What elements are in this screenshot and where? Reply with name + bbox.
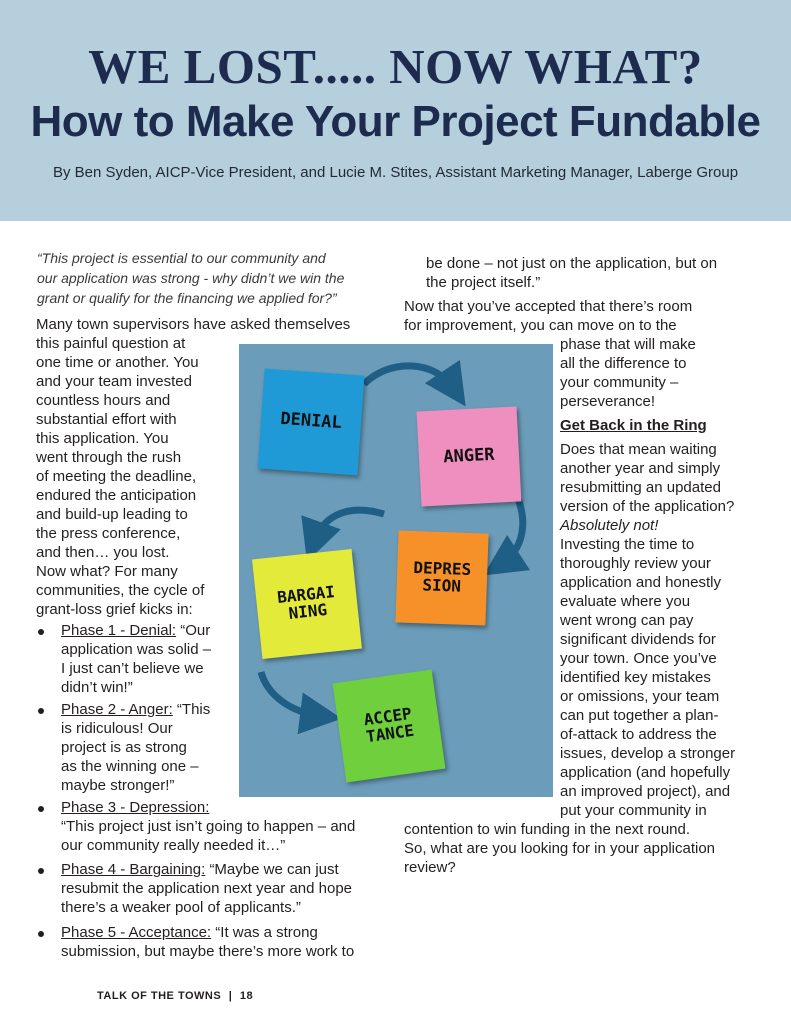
sticky-note-bargaining: BARGAI NING xyxy=(252,549,362,659)
phase-line: “This project just isn’t going to happen – and xyxy=(61,818,356,835)
text-line: evaluate where you xyxy=(560,593,691,610)
text-line: another year and simply xyxy=(560,460,721,477)
text-line: thoroughly review your xyxy=(560,555,711,572)
bullet-dot xyxy=(38,708,44,714)
quote-line: grant or qualify for the financing we applied for?” xyxy=(37,290,337,306)
text-line: put your community in xyxy=(560,802,707,819)
footer-separator: | xyxy=(228,990,233,1002)
bullet-dot xyxy=(38,931,44,937)
phase-line xyxy=(61,621,210,641)
phase-text: “This xyxy=(176,701,211,718)
byline: By Ben Syden, AICP-Vice President, and Lucie M. Stites, Assistant Marketing Manager, Laberge Group xyxy=(52,164,739,181)
phase-line: application was solid – xyxy=(61,641,212,658)
text-line: and your team invested xyxy=(36,373,192,390)
article-subtitle: How to Make Your Project Fundable xyxy=(30,97,761,146)
phase-line: resubmit the application next year and hope xyxy=(61,880,353,897)
phase-text: “It was a strong xyxy=(215,924,318,941)
text-line: all the difference to xyxy=(560,355,687,372)
phase-line xyxy=(61,700,210,720)
arrow-icon xyxy=(314,510,384,542)
text-line: went wrong can pay xyxy=(560,612,694,629)
sticky-note-denial: DENIAL xyxy=(258,369,365,476)
text-line: went through the rush xyxy=(36,449,182,466)
phase-label: Phase 4 - Bargaining: xyxy=(61,861,206,878)
phase-line: submission, but maybe there’s more work to xyxy=(61,943,355,960)
text-line: Now what? For many xyxy=(36,563,178,580)
text-line: phase that will make xyxy=(560,336,696,353)
sticky-note-anger: ANGER xyxy=(417,406,522,506)
quote-line: “This project is essential to our community and xyxy=(37,250,326,266)
text-line: your community – xyxy=(560,374,679,391)
phase-line: didn’t win!” xyxy=(61,679,133,696)
text-line: be done – not just on the application, but on xyxy=(426,255,718,272)
text-line: significant dividends for xyxy=(560,631,716,648)
article-title: WE LOST..... NOW WHAT? xyxy=(88,39,703,94)
text-line: So, what are you looking for in your application xyxy=(404,840,716,857)
text-line: Does that mean waiting xyxy=(560,441,717,458)
phase-line: is ridiculous! Our xyxy=(61,720,173,737)
text-line: Investing the time to xyxy=(560,536,695,553)
phase-text: “Maybe we can just xyxy=(209,861,339,878)
bullet-dot xyxy=(38,868,44,874)
text-line: Now that you’ve accepted that there’s room xyxy=(404,298,693,315)
phase-line xyxy=(61,860,339,880)
text-line: resubmitting an updated xyxy=(560,479,721,496)
phase-text: “Our xyxy=(180,622,211,639)
phase-line: as the winning one – xyxy=(61,758,199,775)
text-line: of-attack to address the xyxy=(560,726,717,743)
phase-label: Phase 5 - Acceptance: xyxy=(61,924,212,941)
emphasis-text: Absolutely not! xyxy=(560,517,659,534)
publication-name: TALK OF THE TOWNS xyxy=(97,990,222,1002)
phase-line: I just can’t believe we xyxy=(61,660,204,677)
phase-line: maybe stronger!” xyxy=(61,777,175,794)
text-line: the press conference, xyxy=(36,525,181,542)
quote-line: our application was strong - why didn’t we win the xyxy=(37,270,345,286)
text-line: identified key mistakes xyxy=(560,669,711,686)
text-line: your town. Once you’ve xyxy=(560,650,717,667)
sticky-note-acceptance: ACCEP TANCE xyxy=(333,670,446,783)
text-line: an improved project), and xyxy=(560,783,731,800)
text-line: review? xyxy=(404,859,456,876)
bullet-dot xyxy=(38,629,44,635)
phase-label: Phase 1 - Denial: xyxy=(61,622,177,639)
phase-label: Phase 2 - Anger: xyxy=(61,701,173,718)
text-line: issues, develop a stronger xyxy=(560,745,736,762)
phase-line: project is as strong xyxy=(61,739,187,756)
text-line: and then… you lost. xyxy=(36,544,170,561)
text-line: substantial effort with xyxy=(36,411,177,428)
phase-line xyxy=(61,798,209,818)
arrow-icon xyxy=(261,672,321,716)
text-line: application (and hopefully xyxy=(560,764,731,781)
text-line: of meeting the deadline, xyxy=(36,468,197,485)
page-footer xyxy=(97,990,253,1002)
text-line: this painful question at xyxy=(36,335,186,352)
text-line: or omissions, your team xyxy=(560,688,720,705)
text-line: perseverance! xyxy=(560,393,656,410)
text-line: application and honestly xyxy=(560,574,721,591)
sticky-note-depression: DEPRES SION xyxy=(395,530,488,625)
text-line: one time or another. You xyxy=(36,354,199,371)
phase-line xyxy=(61,923,318,943)
text-line: the project itself.” xyxy=(426,274,541,291)
text-line: grant-loss grief kicks in: xyxy=(36,601,193,618)
text-line: communities, the cycle of xyxy=(36,582,205,599)
text-line: for improvement, you can move on to the xyxy=(404,317,677,334)
section-heading: Get Back in the Ring xyxy=(560,417,707,434)
phase-label: Phase 3 - Depression: xyxy=(61,799,210,816)
text-line: Many town supervisors have asked themselves xyxy=(36,316,351,333)
page-number: 18 xyxy=(239,990,254,1002)
phase-line: our community really needed it…” xyxy=(61,837,286,854)
text-line: endured the anticipation xyxy=(36,487,197,504)
phase-line: there’s a weaker pool of applicants.” xyxy=(61,899,301,916)
arrow-icon xyxy=(364,366,454,389)
text-line: countless hours and xyxy=(36,392,171,409)
text-line: version of the application? xyxy=(560,498,735,515)
text-line: contention to win funding in the next round. xyxy=(404,821,691,838)
text-line: this application. You xyxy=(36,430,169,447)
bullet-dot xyxy=(38,806,44,812)
grief-cycle-photo xyxy=(239,344,553,797)
text-line: and build-up leading to xyxy=(36,506,188,523)
text-line: can put together a plan- xyxy=(560,707,719,724)
